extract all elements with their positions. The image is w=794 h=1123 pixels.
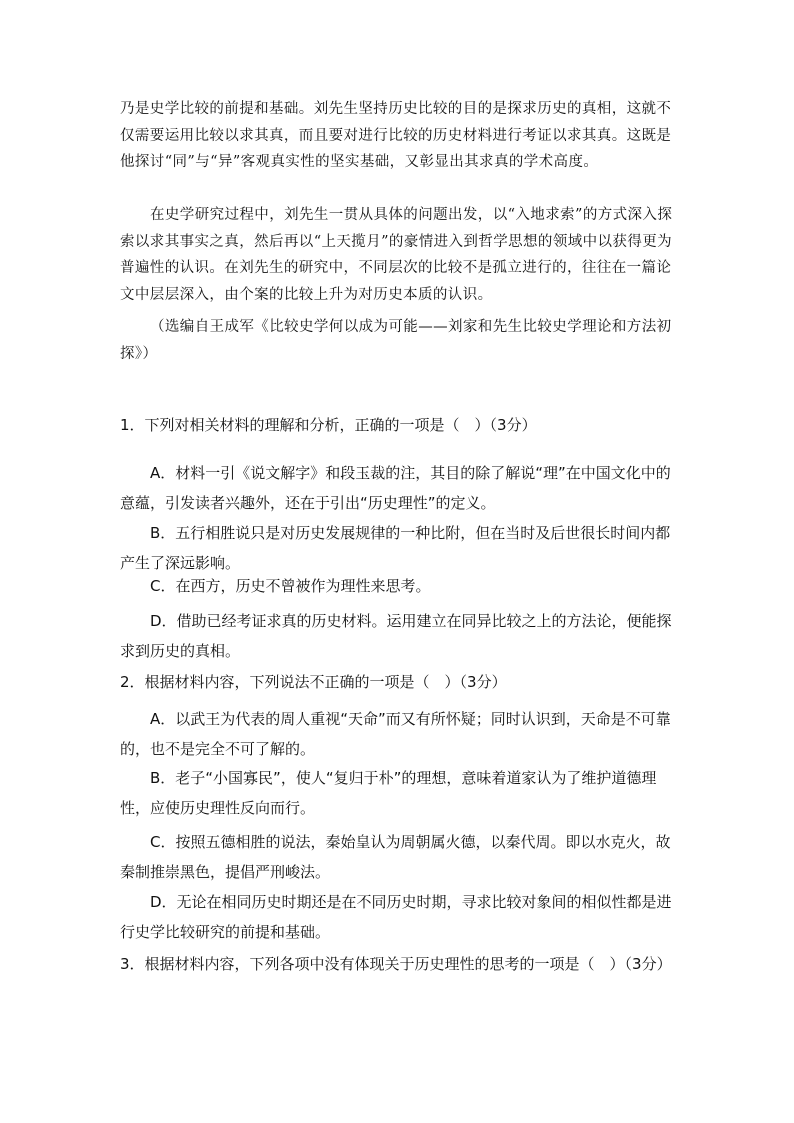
question-2-option-d: D．无论在相同历史时期还是在不同历史时期，寻求比较对象间的相似性都是进行史学比较研究的前提和基础。 [120, 893, 672, 941]
question-2-option-c: C．按照五德相胜的说法，秦始皇认为周朝属火德，以秦代周。即以水克火，故秦制推崇黑色，提倡严刑峻法。 [120, 833, 671, 881]
question-1-option-b: B．五行相胜说只是对历史发展规律的一种比附，但在当时及后世很长时间内都产生了深远影响。 [120, 524, 671, 572]
passage-source-citation: （选编自王成军《比较史学何以成为可能——刘家和先生比较史学理论和方法初探》） [120, 319, 672, 362]
question-1-stem: 1．下列对相关材料的理解和分析，正确的一项是（ ）（3分） [120, 416, 537, 434]
question-3-stem: 3．根据材料内容，下列各项中没有体现关于历史理性的思考的一项是（ ）（3分） [120, 955, 672, 973]
question-1-option-a: A．材料一引《说文解字》和段玉裁的注，其目的除了解说“理”在中国文化中的意蕴，引发读者兴趣外，还在于引出“历史理性”的定义。 [120, 464, 671, 512]
question-2-option-b: B．老子“小国寡民”，使人“复归于朴”的理想，意味着道家认为了维护道德理性，应使历史理性反向而行。 [120, 769, 657, 817]
question-1-option-c: C．在西方，历史不曾被作为理性来思考。 [150, 577, 431, 595]
passage-paragraph-1: 乃是史学比较的前提和基础。刘先生坚持历史比较的目的是探求历史的真相，这就不仅需要运用比较以求其真，而且要对进行比较的历史材料进行考证以求其真。这既是他探讨“同”与“异”客观真实性的坚实基础，又彰显出其求真的学术高度。 [120, 101, 672, 170]
question-2-stem: 2．根据材料内容，下列说法不正确的一项是（ ）（3分） [120, 673, 507, 691]
passage-paragraph-2: 在史学研究过程中，刘先生一贯从具体的问题出发，以“入地求索”的方式深入探索以求其事实之真，然后再以“上天揽月”的豪情进入到哲学思想的领域中以获得更为普遍性的认识。在刘先生的研究中，不同层次的比较不是孤立进行的，往往在一篇论文中层层深入，由个案的比较上升为对历史本质的认识。 [120, 207, 673, 303]
question-1-option-d: D．借助已经考证求真的历史材料。运用建立在同异比较之上的方法论，便能探求到历史的真相。 [120, 612, 672, 660]
question-2-option-a: A．以武王为代表的周人重视“天命”而又有所怀疑；同时认识到，天命是不可靠的，也不是完全不可了解的。 [120, 710, 671, 758]
